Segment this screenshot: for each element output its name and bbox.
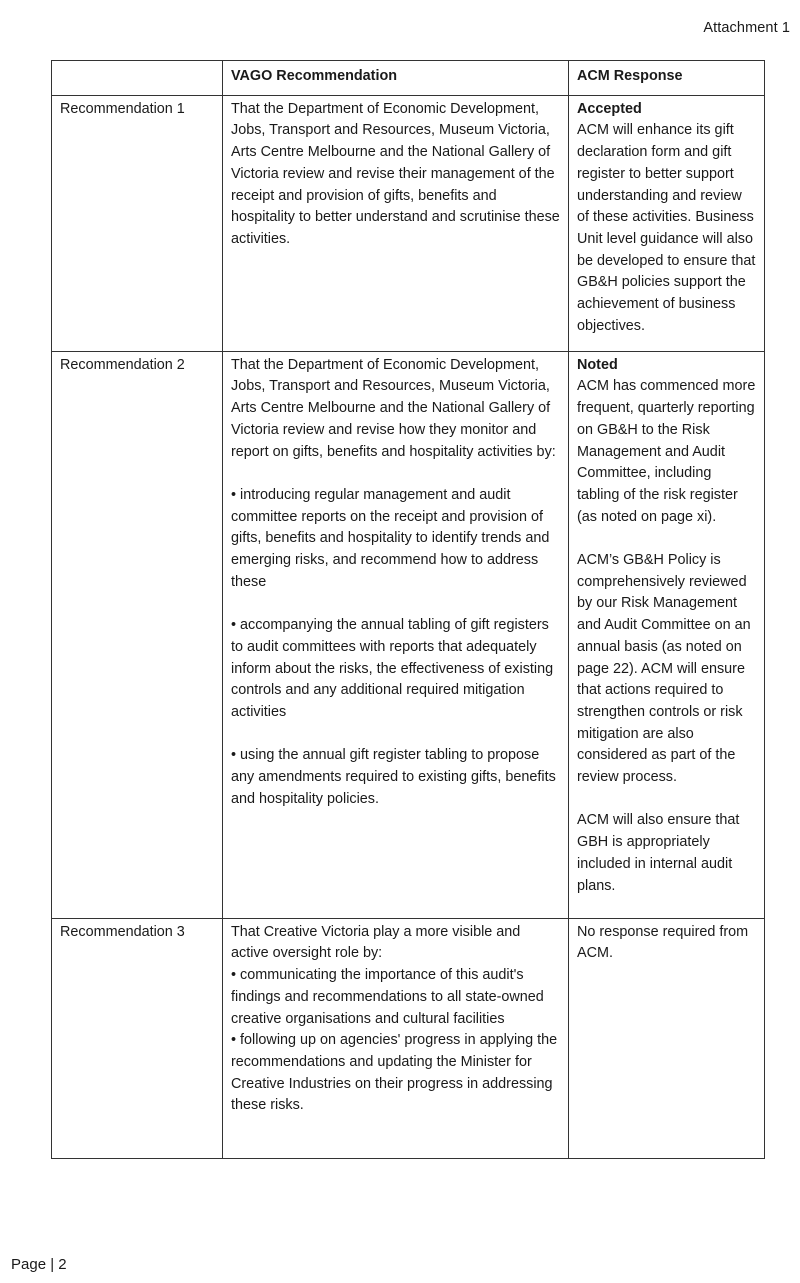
recommendation-cell — [223, 95, 569, 351]
header-vago-recommendation: VAGO Recommendation — [223, 61, 569, 96]
response-text: ACM has commenced more frequent, quarterly reporting on GB&H to the Risk Management and Audit Committee, including tabling of the risk register (as noted on page xi). — [577, 378, 756, 525]
header-blank — [52, 61, 223, 96]
recommendation-cell — [223, 351, 569, 918]
row-label: Recommendation 1 — [52, 95, 223, 351]
recommendation-text: That Creative Victoria play a more visible and active oversight role by: — [231, 923, 521, 962]
page-number: Page | 2 — [11, 1256, 67, 1273]
recommendation-bullet: • using the annual gift register tabling to propose any amendments required to existing gifts, benefits and hospitality policies. — [231, 747, 556, 807]
response-cell — [569, 351, 765, 918]
response-text: ACM will also ensure that GBH is appropriately included in internal audit plans. — [577, 812, 740, 894]
response-text: ACM will enhance its gift declaration form and gift register to better support understanding and review of these activities. Business Unit level guidance will also be developed to ensure that GB&H policies support the achievement of business objectives. — [577, 122, 756, 334]
header-acm-response: ACM Response — [569, 61, 765, 96]
response-text: No response required from ACM. — [577, 923, 749, 962]
recommendation-text: That the Department of Economic Development, Jobs, Transport and Resources, Museum Victoria, Arts Centre Melbourne and the National Gallery of Victoria review and revise their management of the receipt and provision of gifts, benefits and hospitality to better understand and scrutinise these activities. — [231, 100, 560, 247]
response-cell — [569, 95, 765, 351]
row-label: Recommendation 3 — [52, 918, 223, 1158]
table-row — [52, 918, 765, 1158]
response-status: Noted — [577, 356, 618, 373]
table-row — [52, 95, 765, 351]
recommendation-text: That the Department of Economic Development, Jobs, Transport and Resources, Museum Victoria, Arts Centre Melbourne and the National Gallery of Victoria review and revise how they monitor and report on gifts, benefits and hospitality activities by: — [231, 356, 556, 460]
table-header-row — [52, 61, 765, 96]
row-label: Recommendation 2 — [52, 351, 223, 918]
response-cell — [569, 918, 765, 1158]
table-row — [52, 351, 765, 918]
response-text: ACM’s GB&H Policy is comprehensively reviewed by our Risk Management and Audit Committee on an annual basis (as noted on page 22). ACM will ensure that actions required to strengthen controls or risk mitigation are also considered as part of the review process. — [577, 552, 751, 786]
recommendations-table — [51, 60, 765, 1159]
recommendation-bullet: • communicating the importance of this audit's findings and recommendations to all state-owned creative organisations and cultural facilities — [231, 967, 544, 1027]
response-status: Accepted — [577, 100, 642, 117]
attachment-label: Attachment 1 — [703, 20, 790, 36]
recommendation-bullet: • introducing regular management and audit committee reports on the receipt and provision of gifts, benefits and hospitality to identify trends and emerging risks, and recommend how to address these — [231, 486, 550, 590]
recommendation-bullet: • accompanying the annual tabling of gift registers to audit committees with reports that adequately inform about the risks, the effectiveness of existing controls and any additional required mitigation activities — [231, 617, 554, 720]
recommendation-bullet: • following up on agencies' progress in applying the recommendations and updating the Minister for Creative Industries on their progress in addressing these risks. — [231, 1032, 558, 1114]
recommendation-cell — [223, 918, 569, 1158]
